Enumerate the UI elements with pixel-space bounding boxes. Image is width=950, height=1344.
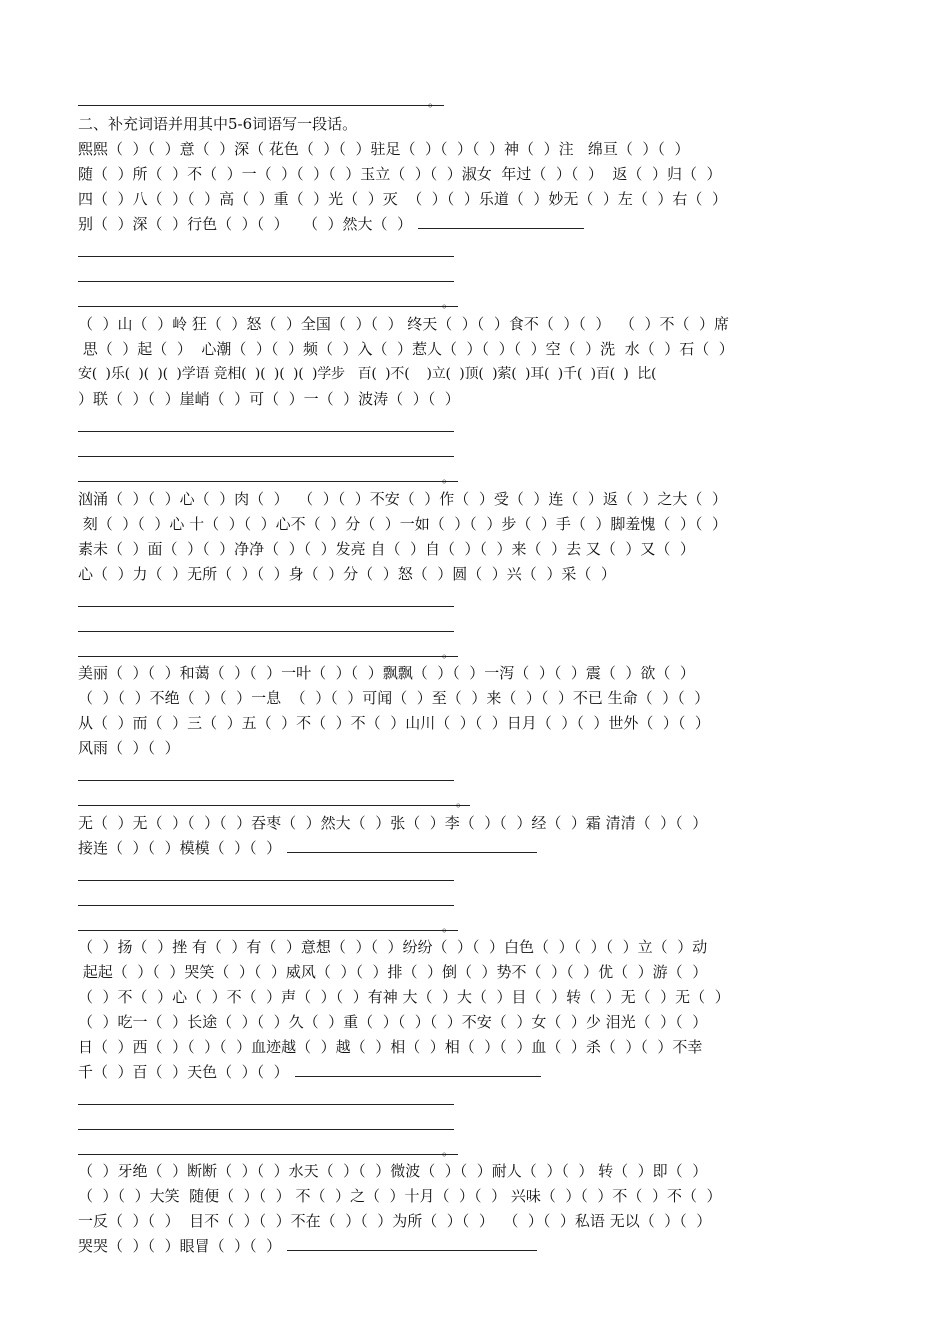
writing-line[interactable] <box>78 780 454 781</box>
writing-line[interactable] <box>78 805 470 806</box>
word-row: （ ）吃一（ ）长途（ ）（ ）久（ ）重（ ）（ ）（ ）不安（ ）女（ ）少 泪光（ ）（ ） <box>78 1013 708 1031</box>
word-row: 从（ ）而（ ）三（ ）五（ ）不（ ）不（ ）山川（ ）（ ）日月（ ）（ ）世外（ ）（ ） <box>78 714 710 732</box>
word-row <box>78 214 584 236</box>
word-row: 风雨（ ）（ ） <box>78 739 180 757</box>
writing-line[interactable] <box>78 306 458 307</box>
answer-blank[interactable] <box>287 838 537 853</box>
word-row-text: 别（ ）深（ ）行色（ ）（ ） （ ）然大（ ） <box>78 215 413 233</box>
word-row: 素未（ ）面（ ）（ ）净净（ ）（ ）发亮 自（ ）自（ ）（ ）来（ ）去 又（ ）又（ ） <box>78 540 695 558</box>
writing-line[interactable] <box>78 1129 454 1130</box>
word-row: 起起（ ）（ ）哭笑（ ）（ ）威风（ ）（ ）排（ ）倒（ ）势不（ ）（ ）优（ ）游（ ） <box>78 963 708 981</box>
period-mark: 。 <box>428 95 441 109</box>
word-row: （ ）牙绝（ ）断断（ ）（ ）水天（ ）（ ）微波（ ）（ ）耐人（ ）（ ） 转（ ）即（ ） <box>78 1162 708 1180</box>
word-row: 熙熙（ ）（ ）意（ ）深（ 花色（ ）（ ）驻足（ ）（ ）（ ）神（ ）注 绵亘（ ）（ ） <box>78 140 690 158</box>
word-row <box>78 838 537 860</box>
writing-line[interactable] <box>78 930 458 931</box>
word-row: 随（ ）所（ ）不（ ）一（ ）（ ）（ ）玉立（ ）（ ）淑女 年过（ ）（ ） 返（ ）归（ ） <box>78 165 722 183</box>
word-row: 心（ ）力（ ）无所（ ）（ ）身（ ）分（ ）怒（ ）圆（ ）兴（ ）采（ ） <box>78 565 616 583</box>
word-row: （ ）扬（ ）挫 有（ ）有（ ）意想（ ）（ ）纷纷（ ）（ ）白色（ ）（ ）（ ）立（ ）动 <box>78 938 708 956</box>
word-row <box>78 1236 537 1258</box>
answer-blank[interactable] <box>418 214 584 229</box>
word-row: 美丽（ ）（ ）和蔼（ ）（ ）一叶（ ）（ ）飘飘（ ）（ ）一泻（ ）（ ）震（ ）欲（ ） <box>78 664 695 682</box>
word-row-text: 千（ ）百（ ）天色（ ）（ ） <box>78 1063 289 1081</box>
word-row: 一反（ ）（ ） 目不（ ）（ ）不在（ ）（ ）为所（ ）（ ） （ ）（ ）私语 无以（ ）（ ） <box>78 1212 712 1230</box>
writing-line[interactable] <box>78 880 454 881</box>
period-mark: 。 <box>442 471 455 485</box>
writing-line[interactable] <box>78 481 458 482</box>
word-row: （ ）（ ）大笑 随便（ ）（ ） 不（ ）之（ ）十月（ ）（ ） 兴味（ ）（ ）不（ ）不（ ） <box>78 1187 722 1205</box>
word-row: 日（ ）西（ ）（ ）（ ）血迹越（ ）越（ ）相（ ）相（ ）（ ）血（ ）杀（ ）（ ）不幸 <box>78 1038 703 1056</box>
answer-blank[interactable] <box>287 1236 537 1251</box>
writing-line <box>78 105 444 106</box>
word-row-text: 哭哭（ ）（ ）眼冒（ ）（ ） <box>78 1237 282 1255</box>
writing-line[interactable] <box>78 656 458 657</box>
word-row: 汹涌（ ）（ ）心（ ）肉（ ） （ ）（ ）不安（ ）作（ ）受（ ）连（ ）返（ ）之大（ ） <box>78 490 727 508</box>
word-row: 思（ ）起（ ） 心潮（ ）（ ）频（ ）入（ ）惹人（ ）（ ）（ ）空（ ）洗 水（ ）石（ ） <box>78 340 734 358</box>
writing-line[interactable] <box>78 1154 458 1155</box>
writing-line[interactable] <box>78 606 454 607</box>
word-row: （ ）山（ ）岭 狂（ ）怒（ ）全国（ ）（ ） 终天（ ）（ ）食不（ ）（ ） （ ）不（ ）席 <box>78 315 730 333</box>
word-row-text: 接连（ ）（ ）模模（ ）（ ） <box>78 839 282 857</box>
section-heading: 二、补充词语并用其中5-6词语写一段话。 <box>78 115 358 133</box>
writing-line[interactable] <box>78 1104 454 1105</box>
word-row: 四（ ）八（ ）（ ）高（ ）重（ ）光（ ）灭 （ ）（ ）乐道（ ）妙无（ ）左（ ）右（ ） <box>78 190 727 208</box>
period-mark: 。 <box>442 646 455 660</box>
word-row <box>78 1062 541 1084</box>
word-row: ）联（ ）（ ）崖峭（ ）可（ ）一（ ）波涛（ ）（ ） <box>78 390 460 408</box>
period-mark: 。 <box>442 920 455 934</box>
writing-line[interactable] <box>78 905 454 906</box>
answer-blank[interactable] <box>295 1062 541 1077</box>
word-row: （ ）（ ）不绝（ ）（ ）一息 （ ）（ ）可闻（ ）至（ ）来（ ）（ ）不已 生命（ ）（ ） <box>78 689 710 707</box>
word-row: 安( )乐( )( )( )学语 竞相( )( )( )( )学步 百( )不( )立( )顶( )萦( )耳( )千( )百( ) 比( <box>78 366 657 382</box>
writing-line[interactable] <box>78 456 454 457</box>
writing-line[interactable] <box>78 431 454 432</box>
writing-line[interactable] <box>78 631 454 632</box>
writing-line[interactable] <box>78 281 454 282</box>
word-row: （ ）不（ ）心（ ）不（ ）声（ ）（ ）有神 大（ ）大（ ）目（ ）转（ ）无（ ）无（ ） <box>78 988 730 1006</box>
period-mark: 。 <box>442 296 455 310</box>
word-row: 无（ ）无（ ）（ ）（ ）吞枣（ ）然大（ ）张（ ）李（ ）（ ）经（ ）霜 清清（ ）（ ） <box>78 814 708 832</box>
writing-line[interactable] <box>78 256 454 257</box>
word-row: 刻（ ）（ ）心 十（ ）（ ）心不（ ）分（ ）一如（ ）（ ）步（ ）手（ ）脚羞愧（ ）（ ） <box>78 515 727 533</box>
period-mark: 。 <box>442 1144 455 1158</box>
period-mark: 。 <box>456 795 469 809</box>
